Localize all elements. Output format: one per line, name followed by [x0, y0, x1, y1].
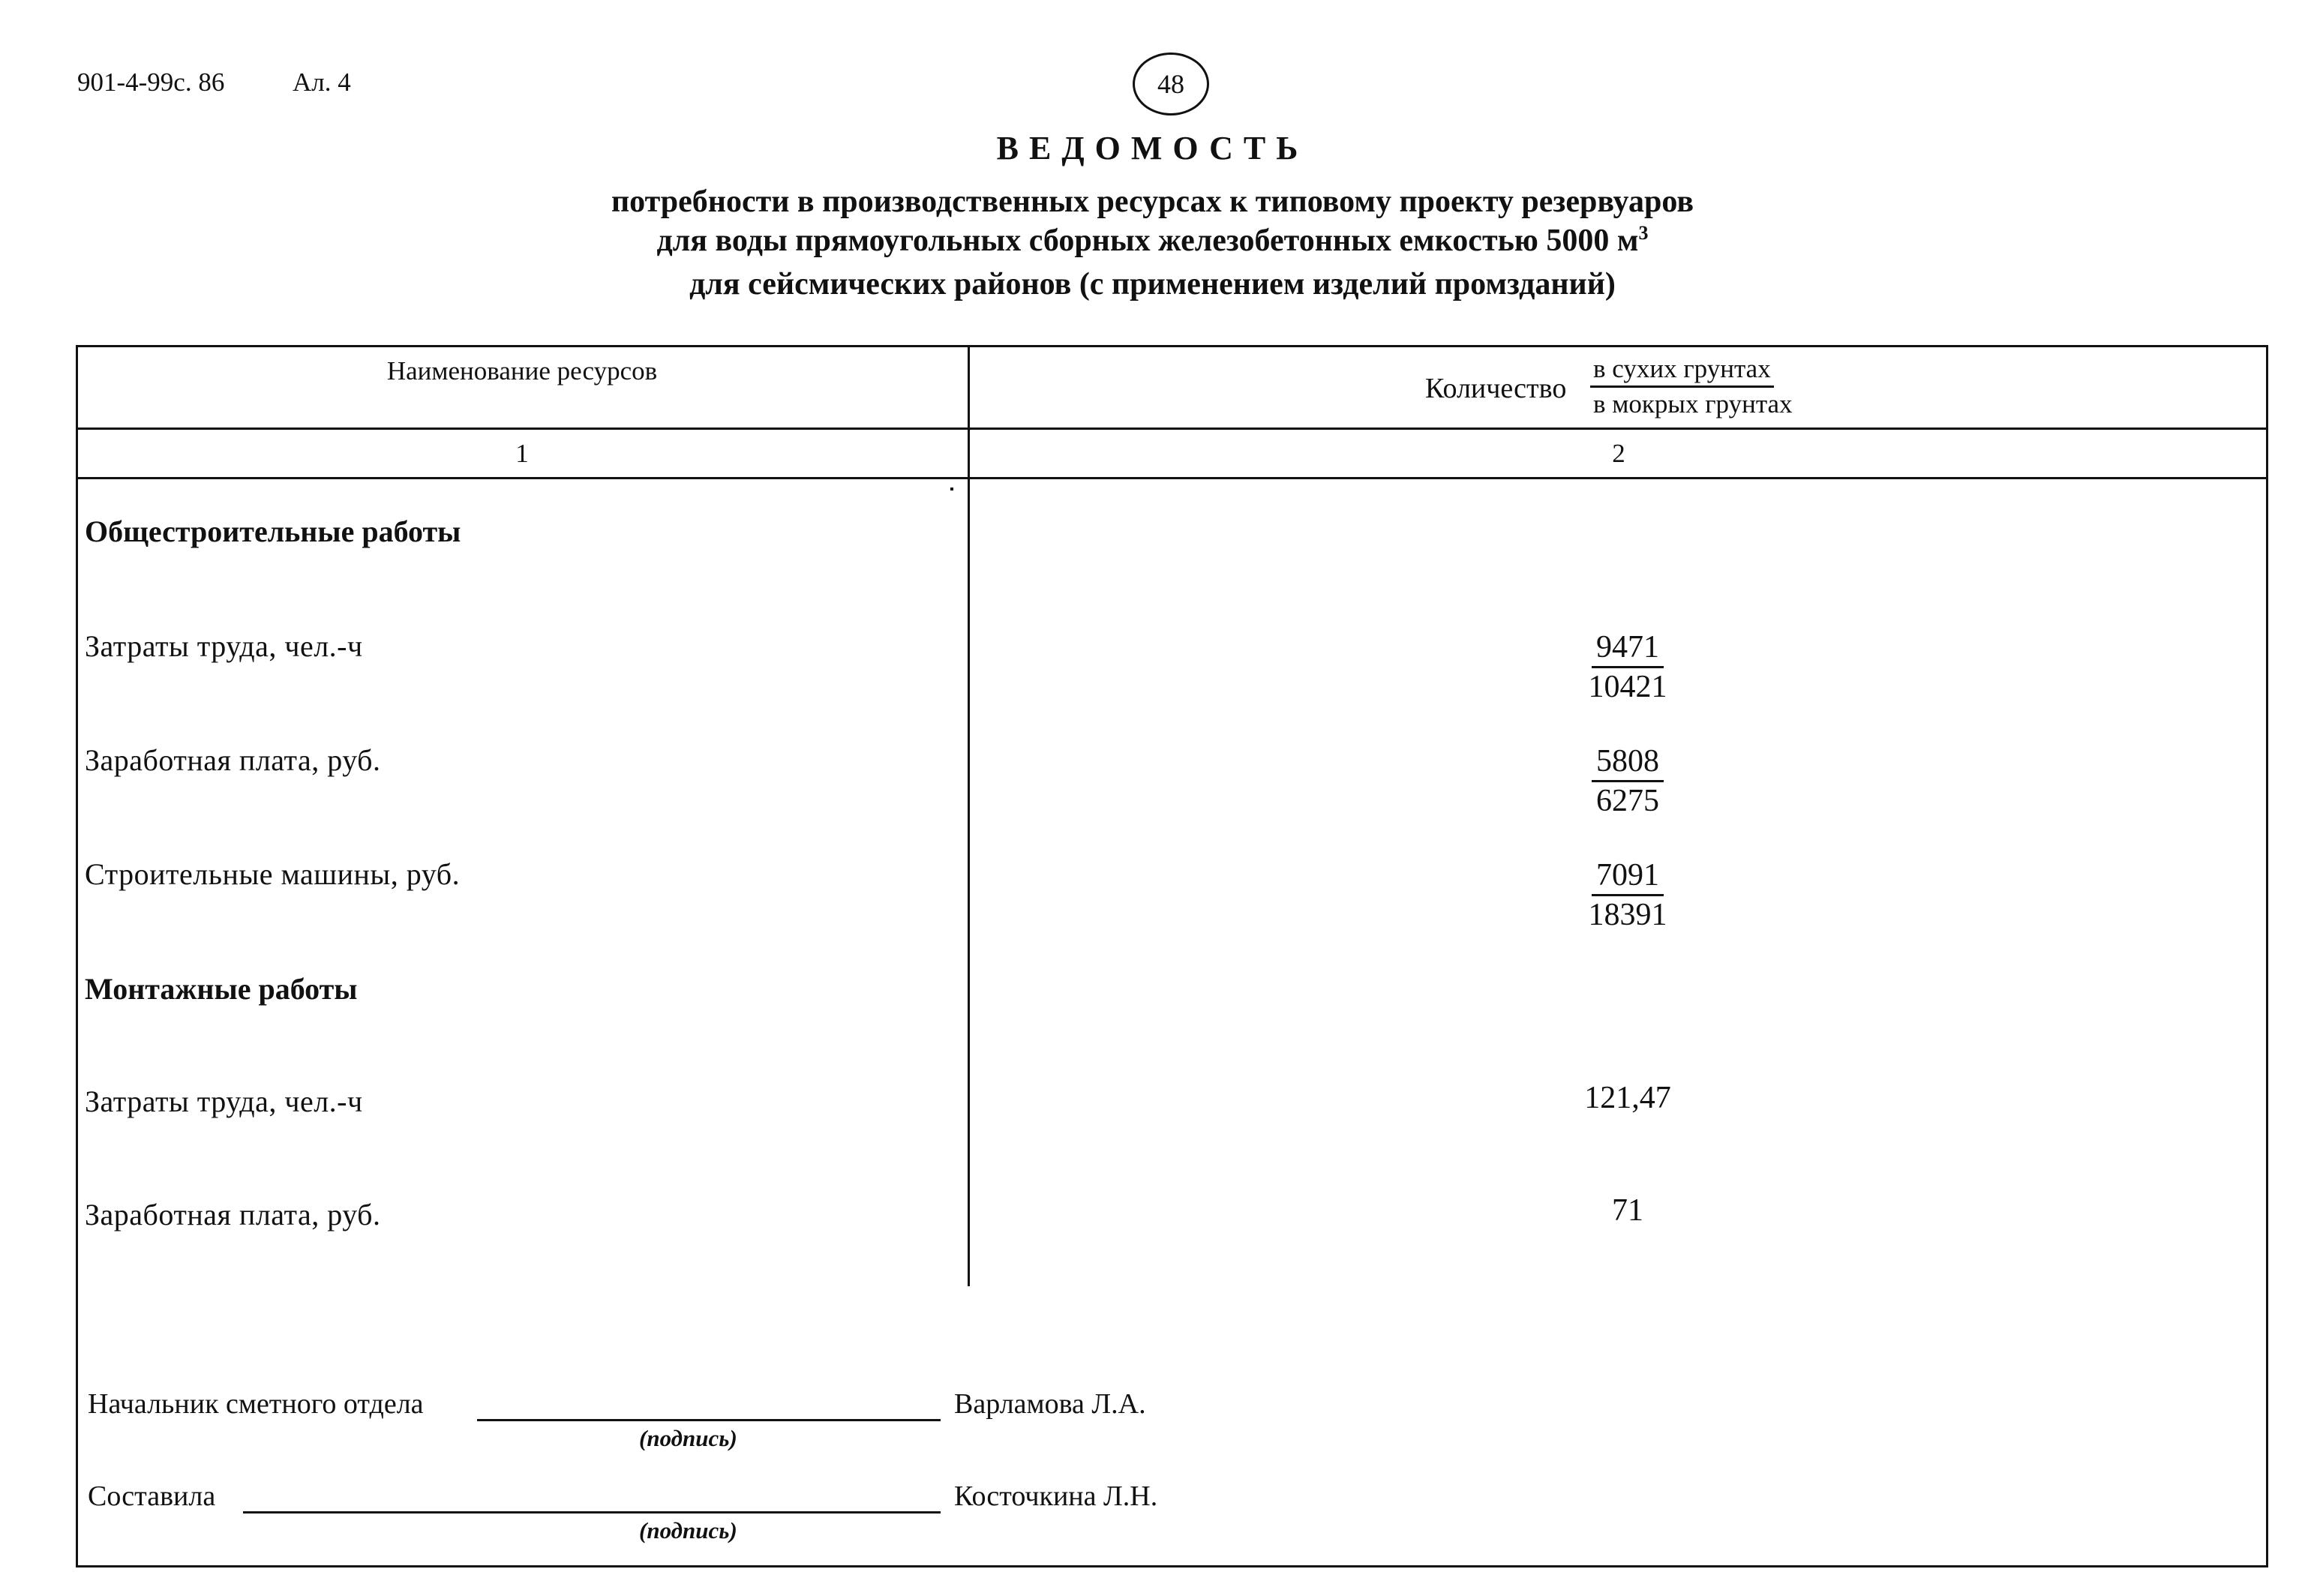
- subtitle-line-1: потребности в производственных ресурсах к типовому проекту резервуаров: [611, 184, 1694, 219]
- sheet-label: Ал. 4: [293, 68, 351, 97]
- header-divider: [76, 428, 2268, 430]
- row-label-machines: Строительные машины, руб.: [85, 857, 461, 891]
- subtitle-line-2: [0, 222, 2305, 259]
- cubic-superscript: 3: [1638, 222, 1649, 244]
- signature-name-compiler: Косточкина Л.Н.: [954, 1480, 1158, 1512]
- document-code: 901-4-99с. 86: [77, 68, 225, 97]
- column-number-1: 1: [515, 439, 529, 468]
- subtitle-line-3: для сейсмических районов (с применением изделий промзданий): [689, 267, 1616, 302]
- signature-role-head: Начальник сметного отдела: [88, 1388, 424, 1420]
- stray-mark: [950, 488, 953, 490]
- column-number-2: 2: [1612, 439, 1625, 468]
- row-label-labor-installation: Затраты труда, чел.-ч: [85, 1084, 363, 1118]
- value-wet: 18391: [1588, 898, 1667, 932]
- signature-line-compiler: [243, 1511, 941, 1514]
- header-dry-soil: в сухих грунтах: [1590, 354, 1774, 388]
- column-header-quantity: Количество: [1425, 373, 1567, 404]
- signature-role-compiler: Составила: [88, 1480, 216, 1512]
- signature-name-head: Варламова Л.А.: [954, 1388, 1146, 1420]
- value-dry: 9471: [1592, 628, 1664, 668]
- signature-line-head: [477, 1419, 941, 1421]
- row-value-machines: [1553, 856, 1703, 934]
- value-dry: 7091: [1592, 856, 1664, 896]
- column-header-fraction: [1590, 354, 1838, 419]
- header-wet-soil: в мокрых грунтах: [1593, 389, 1793, 418]
- signature-caption-compiler: (подпись): [639, 1517, 737, 1544]
- section-title-general: Общестроительные работы: [85, 514, 461, 548]
- section-title-installation: Монтажные работы: [85, 972, 358, 1006]
- subtitle-line-2-text: для воды прямоугольных сборных железобетонных емкостью 5000 м: [656, 224, 1639, 258]
- value-wet: 10421: [1588, 670, 1667, 704]
- row-value-wages: [1553, 742, 1703, 820]
- row-label-wages: Заработная плата, руб.: [85, 743, 381, 777]
- signature-caption-head: (подпись): [639, 1425, 737, 1451]
- row-label-labor: Затраты труда, чел.-ч: [85, 629, 363, 663]
- value-wet: 6275: [1596, 784, 1659, 818]
- row-value-labor-installation: 121,47: [1584, 1081, 1671, 1115]
- row-label-wages-installation: Заработная плата, руб.: [85, 1198, 381, 1232]
- column-number-divider: [76, 477, 2268, 479]
- row-value-labor: [1553, 628, 1703, 706]
- column-header-resources: Наименование ресурсов: [386, 356, 658, 386]
- row-value-wages-installation: 71: [1612, 1193, 1643, 1228]
- document-title: ВЕДОМОСТЬ: [996, 130, 1309, 166]
- page-number: 48: [1133, 52, 1209, 116]
- column-divider: [968, 488, 970, 1286]
- value-dry: 5808: [1592, 742, 1664, 782]
